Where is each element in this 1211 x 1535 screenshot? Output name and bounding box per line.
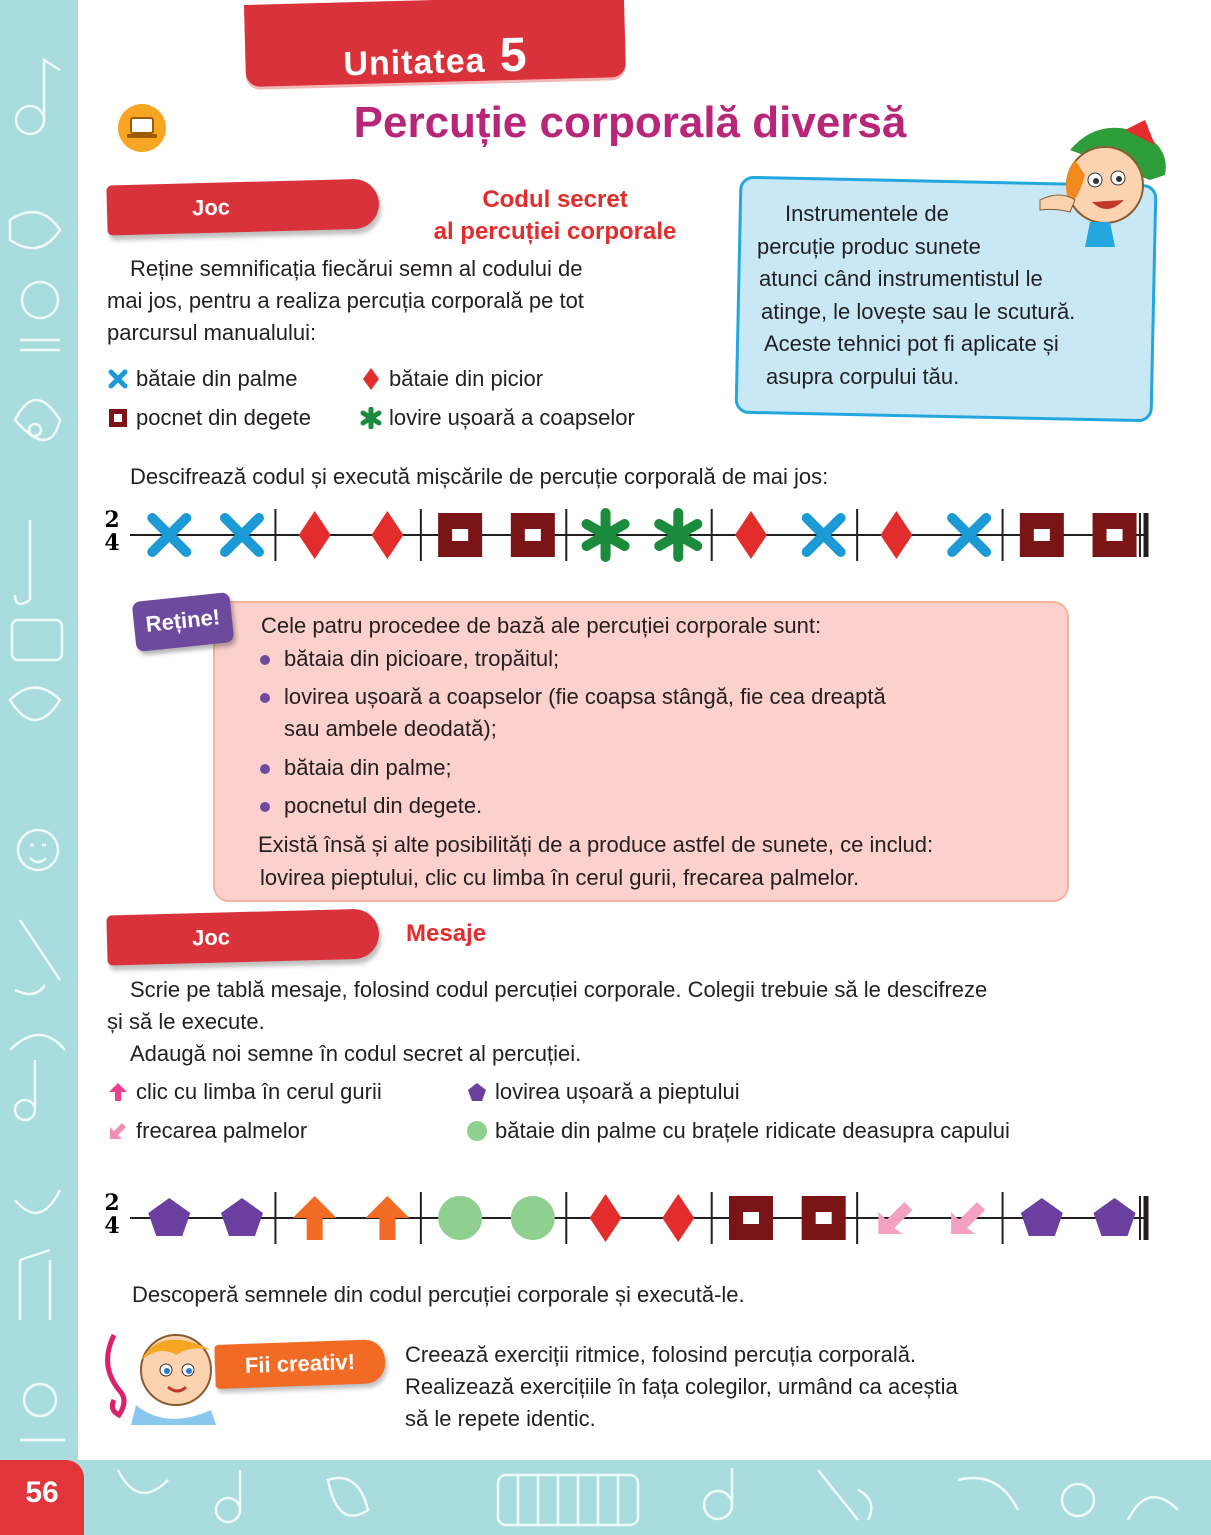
stomp-symbol <box>735 511 767 559</box>
legend-tongue <box>107 1079 382 1105</box>
info-line4: atinge, le lovește sau le scutură. <box>761 298 1076 324</box>
snap-symbol <box>729 1196 773 1240</box>
stomp-symbol <box>299 511 331 559</box>
game1-title <box>400 184 710 248</box>
game2-title: Mesaje <box>406 920 487 947</box>
game1-title-line1: Codul secret <box>482 186 628 213</box>
stomp-diamond-icon <box>360 367 382 391</box>
game2-tag-label: Joc <box>191 924 231 951</box>
legend-thigh <box>360 405 635 431</box>
legend-clap <box>107 366 297 392</box>
discover-text: Descoperă semnele din codul percuției corporale și execută-le. <box>132 1282 745 1307</box>
retine-item-3: bătaia din palme; <box>284 755 452 780</box>
tongue-symbol <box>365 1196 409 1240</box>
laptop-icon[interactable] <box>118 104 166 152</box>
tongue-symbol <box>293 1196 337 1240</box>
legend-clap-label: bătaie din palme <box>136 366 298 391</box>
unit-label: Unitatea <box>342 41 487 84</box>
game1-intro-line1: Reține semnificația fiecărui semn al codului de <box>130 256 583 281</box>
rhythm-staff-1 <box>100 497 1160 577</box>
time-signature-bottom: 4 <box>104 530 120 556</box>
raised-symbol <box>511 1196 555 1240</box>
decode-instruction: Descifrează codul și execută mișcările de percuție corporală de mai jos: <box>130 464 829 489</box>
music-doodle-sidebar <box>0 0 78 1535</box>
page-title: Percuție corporală diversă <box>353 98 907 147</box>
retine-item-2b: sau ambele deodată); <box>284 716 497 741</box>
chest-symbol <box>1094 1198 1136 1236</box>
creative-line3: să le repete identic. <box>405 1406 596 1431</box>
creative-line1: Creează exerciții ritmice, folosind percuția corporală. <box>405 1342 917 1367</box>
game2-line1: Scrie pe tablă mesaje, folosind codul percuției corporale. Colegii trebuie să le descifreze <box>130 977 988 1002</box>
retine-outro-1: Există însă și alte posibilități de a produce astfel de sunete, ce includ: <box>258 832 934 857</box>
info-line1: Instrumentele de <box>785 201 949 226</box>
stomp-symbol <box>590 1194 622 1242</box>
unit-tab <box>244 0 626 87</box>
retine-intro: Cele patru procedee de bază ale percuției corporale sunt: <box>261 613 822 638</box>
legend-rub-label: frecarea palmelor <box>136 1118 308 1143</box>
game1-intro-line3: parcursul manualului: <box>107 320 317 345</box>
snap-symbol <box>511 513 555 557</box>
chest-symbol <box>148 1198 190 1236</box>
snap-symbol <box>1020 513 1064 557</box>
legend-raised-label: bătaie din palme cu brațele ridicate deasupra capului <box>495 1118 1010 1143</box>
boy-character-illustration <box>1030 110 1180 250</box>
game2-line3: Adaugă noi semne în codul secret al percuției. <box>130 1041 582 1066</box>
legend-stomp-label: bătaie din picior <box>389 366 544 391</box>
retine-tag: Reține! <box>132 592 235 652</box>
raised-circle-icon <box>466 1120 488 1142</box>
thigh-asterisk-icon <box>360 407 382 429</box>
info-line2: percuție produc sunete <box>757 233 981 259</box>
creative-text <box>405 1339 1105 1435</box>
stomp-symbol <box>662 1194 694 1242</box>
retine-outro-2: lovirea pieptului, clic cu limba în cerul gurii, frecarea palmelor. <box>260 865 860 890</box>
game1-tag-label: Joc <box>191 194 231 221</box>
music-doodle-bottom <box>78 1460 1211 1535</box>
bullet <box>260 764 270 774</box>
time-signature-top: 2 <box>104 1190 120 1216</box>
legend-chest <box>466 1079 740 1105</box>
snap-symbol <box>1093 513 1137 557</box>
game2-text <box>107 974 1117 1070</box>
chest-pentagon-icon <box>466 1081 488 1103</box>
rhythm-staff-2 <box>100 1180 1160 1260</box>
stomp-symbol <box>880 511 912 559</box>
game1-intro-line2: mai jos, pentru a realiza percuția corporală pe tot <box>107 288 584 313</box>
retine-item-4: pocnetul din degete. <box>284 793 483 818</box>
stomp-symbol <box>371 511 403 559</box>
clap-cross-icon <box>107 368 129 390</box>
chest-symbol <box>221 1198 263 1236</box>
info-line5: Aceste tehnici pot fi aplicate și <box>764 331 1059 356</box>
raised-symbol <box>438 1196 482 1240</box>
snap-symbol <box>802 1196 846 1240</box>
legend-rub <box>107 1118 307 1144</box>
game2-tag <box>106 908 379 965</box>
legend-thigh-label: lovire ușoară a coapselor <box>389 405 635 430</box>
creative-line2: Realizează exercițiile în fața colegilor, urmând ca aceștia <box>405 1374 958 1399</box>
page-number: 56 <box>0 1460 84 1535</box>
info-line3: atunci când instrumentistul le <box>759 266 1043 291</box>
game1-tag <box>106 178 379 235</box>
chest-symbol <box>1021 1198 1063 1236</box>
legend-tongue-label: clic cu limba în cerul gurii <box>136 1079 382 1104</box>
bullet <box>260 655 270 665</box>
legend-stomp <box>360 366 543 392</box>
bullet <box>260 802 270 812</box>
info-line6: asupra corpului tău. <box>766 363 960 389</box>
time-signature-top: 2 <box>104 507 120 533</box>
legend-chest-label: lovirea ușoară a pieptului <box>495 1079 740 1104</box>
snap-symbol <box>438 513 482 557</box>
retine-item-1: bătaia din picioare, tropăitul; <box>284 646 560 671</box>
tongue-arrow-up-icon <box>107 1081 129 1103</box>
creative-tag: Fii creativ! <box>214 1339 385 1389</box>
game1-title-line2: al percuției corporale <box>433 218 677 245</box>
legend-snap <box>107 405 311 431</box>
time-signature-bottom: 4 <box>104 1213 120 1239</box>
rub-arrow-down-left-icon <box>107 1120 129 1142</box>
retine-item-2: lovirea ușoară a coapselor (fie coapsa stângă, fie cea dreaptă <box>284 684 886 709</box>
bullet <box>260 693 270 703</box>
snap-square-icon <box>107 407 129 429</box>
game2-line2: și să le execute. <box>107 1009 265 1034</box>
game1-intro <box>107 253 707 349</box>
unit-number: 5 <box>499 28 529 83</box>
legend-snap-label: pocnet din degete <box>136 405 311 430</box>
legend-raised <box>466 1118 1010 1144</box>
